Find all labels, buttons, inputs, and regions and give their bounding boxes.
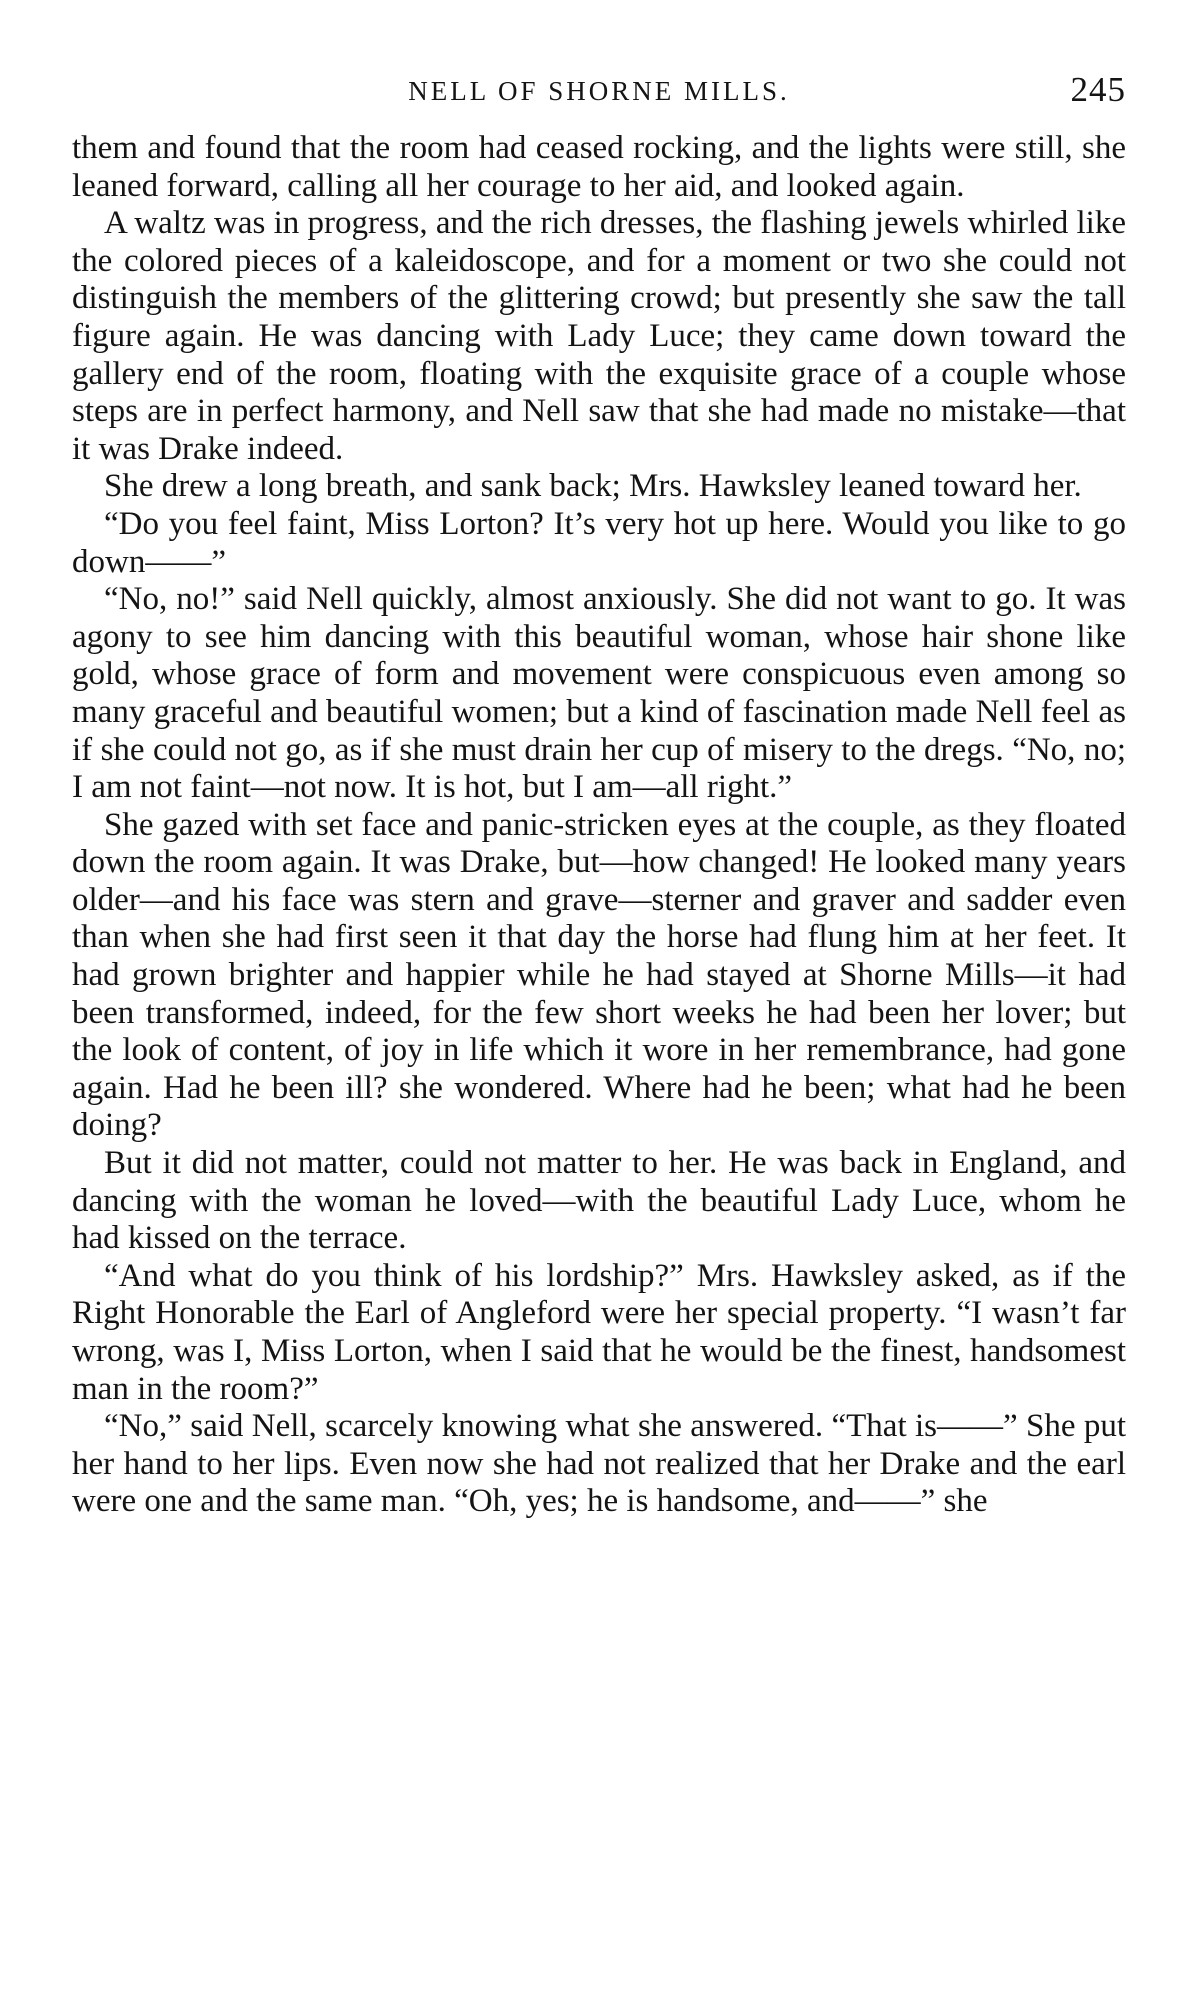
paragraph: “No,” said Nell, scarcely knowing what she answered. “That is——” She put her hand to her lips. Even now she had not realized that her Drake and the earl were one and the same man. “Oh, yes; he is handsome, and——” she xyxy=(72,1408,1126,1520)
body-text xyxy=(72,130,1126,1521)
running-title: NELL OF SHORNE MILLS. xyxy=(408,76,790,106)
paragraph: She drew a long breath, and sank back; Mrs. Hawksley leaned toward her. xyxy=(104,468,1082,505)
paragraph: “Do you feel faint, Miss Lorton? It’s very hot up here. Would you like to go down——” xyxy=(72,505,1126,580)
paragraph: them and found that the room had ceased rocking, and the lights were still, she leaned forward, calling all her courage to her aid, and looked again. xyxy=(72,130,1126,204)
page-number: 245 xyxy=(1070,70,1126,109)
book-page xyxy=(72,70,1126,1521)
page-header xyxy=(72,70,1126,126)
paragraph: “And what do you think of his lordship?” Mrs. Hawksley asked, as if the Right Honorable the Earl of Angleford were her special property. “I wasn’t far wrong, was I, Miss Lorton, when I said that he would be the finest, handsomest man in the room?” xyxy=(72,1257,1126,1407)
paragraph: A waltz was in progress, and the rich dresses, the flashing jewels whirled like the colored pieces of a kaleidoscope, and for a moment or two she could not distinguish the members of the glittering crowd; but presently she saw the tall figure again. He was dancing with Lady Luce; they came down toward the gallery end of the room, floating with the exquisite grace of a couple whose steps are in perfect harmony, and Nell saw that she had made no mistake—that it was Drake indeed. xyxy=(72,205,1126,467)
paragraph: She gazed with set face and panic-stricken eyes at the couple, as they floated down the room again. It was Drake, but—how changed! He looked many years older—and his face was stern and grave—sterner and graver and sadder even than when she had first seen it that day the horse had flung him at her feet. It had grown brighter and happier while he had stayed at Shorne Mills—it had been transformed, indeed, for the few short weeks he had been her lover; but the look of content, of joy in life which it wore in her remembrance, had gone again. Had he been ill? she wondered. Where had he been; what had he been doing? xyxy=(72,806,1126,1144)
paragraph: “No, no!” said Nell quickly, almost anxiously. She did not want to go. It was agony to see him dancing with this beautiful woman, whose hair shone like gold, whose grace of form and movement were conspicuous even among so many graceful and beautiful women; but a kind of fascination made Nell feel as if she could not go, as if she must drain her cup of misery to the dregs. “No, no; I am not faint—not now. It is hot, but I am—all right.” xyxy=(72,581,1126,806)
paragraph: But it did not matter, could not matter to her. He was back in England, and dancing with the woman he loved—with the beautiful Lady Luce, whom he had kissed on the terrace. xyxy=(72,1145,1126,1257)
